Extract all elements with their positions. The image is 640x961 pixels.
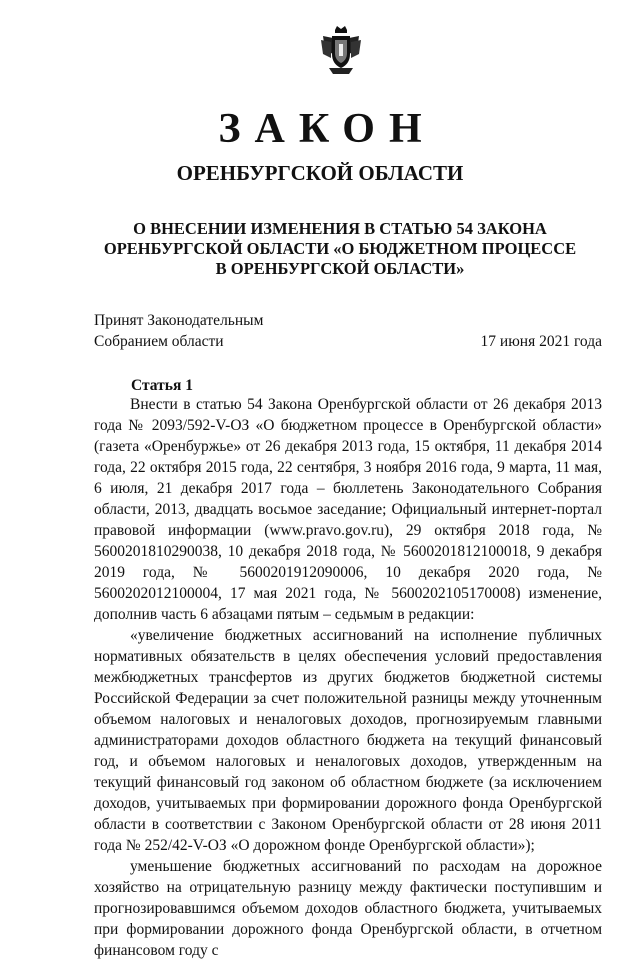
- article-paragraph: «увеличение бюджетных ассигнований на исполнение публичных нормативных обязательств в целях обеспечения условий предоставления межбюджетных трансфертов из других бюджетов бюджетной системы Российской Федерации за счет положительной разницы между уточненным объемом налоговых и неналоговых доходов, прогнозируемым главными администраторами доходов областного бюджета на текущий финансовый год, и объемом налоговых и неналоговых доходов, утвержденным на текущий финансовый год законом об областном бюджете (за исключением доходов, учитываемых при формировании дорожного фонда Оренбургской области в соответствии с Законом Оренбургской области от 28 июня 2011 года № 252/42-V-ОЗ «О дорожном фонде Оренбургской области»);: [94, 627, 602, 854]
- article-paragraph: Внести в статью 54 Закона Оренбургской области от 26 декабря 2013 года № 2093/592-V-ОЗ «О бюджетном процессе в Оренбургской области» (газета «Оренбуржье» от 26 декабря 2013 года, 15 октября, 11 декабря 2014 года, 22 октября 2015 года, 22 сентября, 3 ноября 2016 года, 9 марта, 11 мая, 6 июля, 21 декабря 2017 года – бюллетень Законодательного Собрания области, 2013, двадцать восьмое заседание; Официальный интернет-портал правовой информации (www.pravo.gov.ru), 29 октября 2018 года, № 5600201810290038, 10 декабря 2018 года, № 5600201812100018, 9 декабря 2019 года, № 5600201912090006, 10 декабря 2020 года, № 5600202012100004, 17 мая 2021 года, № 5600202105170008) изменение, дополнив часть 6 абзацами пятым – седьмым в редакции:: [94, 396, 602, 623]
- article-heading: Статья 1: [131, 377, 193, 394]
- adoption-body: [94, 310, 263, 352]
- region-name: ОРЕНБУРГСКОЙ ОБЛАСТИ: [176, 161, 464, 185]
- document-heading-line: ОРЕНБУРГСКОЙ ОБЛАСТИ «О БЮДЖЕТНОМ ПРОЦЕССЕ: [103, 239, 577, 258]
- coat-of-arms-icon: [319, 24, 363, 76]
- document-heading: [100, 219, 580, 279]
- adoption-line: Принят Законодательным: [94, 312, 264, 329]
- document-heading-line: О ВНЕСЕНИИ ИЗМЕНЕНИЯ В СТАТЬЮ 54 ЗАКОНА: [133, 219, 547, 238]
- document-heading-line: В ОРЕНБУРГСКОЙ ОБЛАСТИ»: [215, 259, 465, 278]
- law-title: ЗАКОН: [218, 106, 436, 152]
- article-body: [94, 394, 602, 961]
- article-paragraph: уменьшение бюджетных ассигнований по расходам на дорожное хозяйство на отрицательную разницу между фактически поступившим и прогнозировавшимся объемом доходов областного бюджета, учитываемых при формировании дорожного фонда Оренбургской области, в отчетном финансовом году с: [94, 858, 602, 959]
- adoption-line: Собранием области: [94, 333, 224, 350]
- adoption-date: 17 июня 2021 года: [480, 333, 602, 350]
